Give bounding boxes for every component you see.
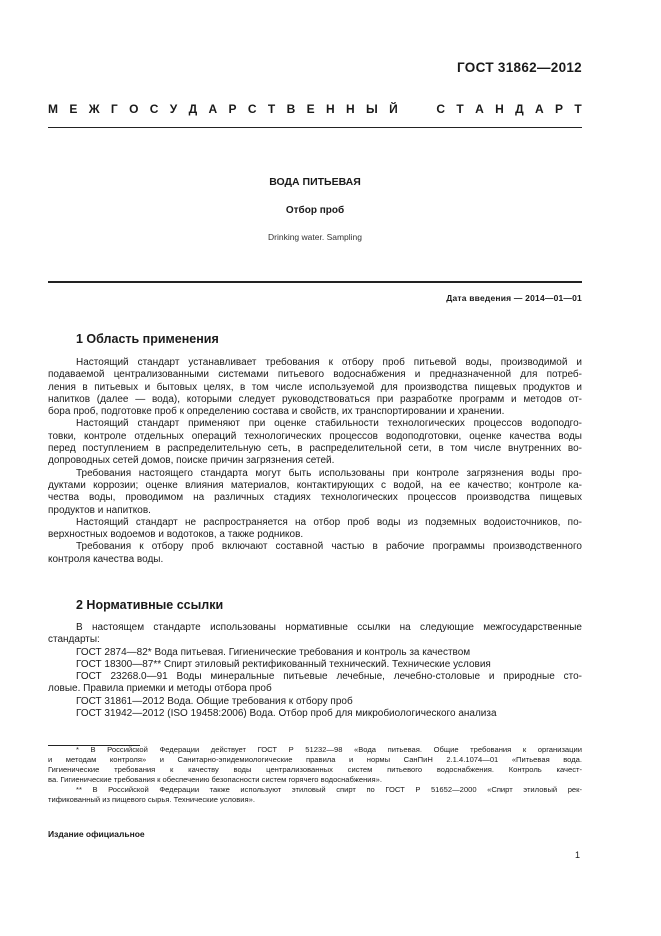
text-line: допроводных сетей домов, поиске причин загрязнения сетей.	[48, 455, 335, 467]
standard-letter: А	[475, 102, 484, 116]
interstate-letter: Р	[228, 102, 237, 116]
text-line: товки, контроле отдельных операций технологических процессов водоподготовки, оценке качества воды	[48, 430, 582, 442]
section-1-body	[48, 357, 582, 566]
text-line: В настоящем стандарте использованы нормативные ссылки на следующие межгосударственные	[76, 622, 582, 633]
footnote-line: * В Российской Федерации действует ГОСТ Р 51232—98 «Вода питьевая. Общие требования к организации	[76, 745, 582, 754]
text-line: перед поступлением в распределительную сеть, в распределительной сети, в том числе внутренних во-	[48, 443, 582, 455]
header-rule	[48, 127, 582, 128]
text-line: ГОСТ 18300—87** Спирт этиловый ректификованный технический. Технические условия	[76, 658, 491, 670]
interstate-letter: С	[247, 102, 257, 116]
footnote-line: тификованный из пищевого сырья. Технические условия».	[48, 795, 255, 804]
interstate-letter: М	[48, 102, 58, 116]
footnote-line: ва. Гигиенические требования к обеспечению безопасности систем горячего водоснабжения».	[48, 775, 382, 784]
text-line: Настоящий стандарт устанавливает требования к отбору проб питьевой воды, производимой и	[76, 357, 582, 368]
standard-subtitle: Отбор проб	[285, 205, 345, 216]
interstate-letter: Й	[389, 102, 398, 116]
word-gap	[409, 102, 425, 116]
text-line: напитков (далее — вода), которыми следует руководствоваться при разработке программ и методов от-	[48, 393, 582, 405]
english-title: Drinking water. Sampling	[267, 232, 362, 242]
text-line: контроля качества воды.	[48, 553, 164, 565]
standard-letter: Т	[456, 102, 464, 116]
interstate-letter: У	[169, 102, 178, 116]
interstate-standard-banner	[48, 102, 582, 116]
text-line: подаваемой централизованными системами питьевого водоснабжения и предназначенной для потреб-	[48, 369, 582, 381]
page-number: 1	[574, 850, 580, 860]
standard-letter: Д	[515, 102, 524, 116]
interstate-letter: О	[129, 102, 139, 116]
standard-letter: А	[535, 102, 544, 116]
standard-letter: Т	[574, 102, 582, 116]
standard-title: ВОДА ПИТЬЕВАЯ	[269, 176, 361, 188]
interstate-letter: В	[286, 102, 296, 116]
section-2-body	[48, 622, 582, 720]
interstate-letter: Д	[188, 102, 198, 116]
interstate-letter: А	[208, 102, 218, 116]
text-line: верхностных водоемов и водотоков, а также родников.	[48, 529, 304, 541]
footnotes	[48, 745, 582, 805]
section-1-heading: 1 Область применения	[76, 332, 219, 346]
text-line: ГОСТ 31861—2012 Вода. Общие требования к отбору проб	[76, 695, 353, 707]
text-line: Требования настоящего стандарта могут быть использованы при контроле загрязнения воды про-	[76, 467, 582, 479]
text-line: чества воды, проводимом на различных стадиях технологических процессов производства пищевых	[48, 492, 582, 504]
text-line: стандарты:	[48, 634, 100, 646]
standard-letter: Н	[495, 102, 504, 116]
text-line: ления в питьевых и бытовых целях, в том числе используемой для производства пищевых продуктов и	[48, 381, 582, 393]
introduction-date: Дата введения — 2014—01—01	[446, 293, 582, 303]
footnote-line: и методам контроля» и Санитарно-эпидемиологические правила и нормы СанПиН 2.1.4.1074—01 «Питьевая вода.	[48, 755, 582, 764]
text-line: Настоящий стандарт не распространяется на отбор проб воды из подземных водоисточников, по-	[76, 516, 582, 528]
official-edition-label: Издание официальное	[48, 829, 145, 839]
text-line: ловые. Правила приемки и методы отбора проб	[48, 683, 272, 695]
interstate-letter: Е	[69, 102, 78, 116]
text-line: ГОСТ 31942—2012 (ISO 19458:2006) Вода. Отбор проб для микробиологического анализа	[76, 708, 497, 720]
text-line: бора проб, подготовке проб к определению состава и свойств, их транспортировании и хранении.	[48, 406, 505, 418]
footnote-line: ** В Российской Федерации также используют этиловый спирт по ГОСТ Р 51652—2000 «Спирт этиловый рек-	[76, 785, 582, 794]
interstate-letter: Т	[267, 102, 276, 116]
text-line: Требования к отбору проб включают составной частью в рабочие программы производственного	[76, 541, 582, 553]
interstate-letter: Ж	[88, 102, 100, 116]
text-line: ГОСТ 23268.0—91 Воды минеральные питьевые лечебные, лечебно-столовые и природные сто-	[76, 671, 582, 683]
text-line: дуктами коррозии; оценке влияния материалов, контактирующих с водой, на ее качество; контроле ка-	[48, 479, 582, 491]
text-line: Настоящий стандарт применяют при оценке стабильности технологических процессов водоподго-	[76, 418, 582, 430]
text-line: продуктов и напитков.	[48, 504, 151, 516]
standard-letter: Р	[555, 102, 564, 116]
text-line: ГОСТ 2874—82* Вода питьевая. Гигиенические требования и контроль за качеством	[76, 646, 471, 658]
document-code: ГОСТ 31862—2012	[457, 60, 582, 75]
title-rule	[48, 281, 582, 283]
interstate-letter: Ы	[365, 102, 378, 116]
section-2-heading: 2 Нормативные ссылки	[76, 598, 224, 612]
interstate-letter: Г	[110, 102, 118, 116]
interstate-letter: Н	[325, 102, 335, 116]
interstate-letter: Н	[345, 102, 355, 116]
footnote-line: Гигиенические требования к качеству воды централизованных систем питьевого водоснабжения. Контроль качест-	[48, 765, 582, 774]
standard-letter: С	[436, 102, 446, 116]
interstate-letter: Е	[306, 102, 315, 116]
interstate-letter: С	[149, 102, 159, 116]
